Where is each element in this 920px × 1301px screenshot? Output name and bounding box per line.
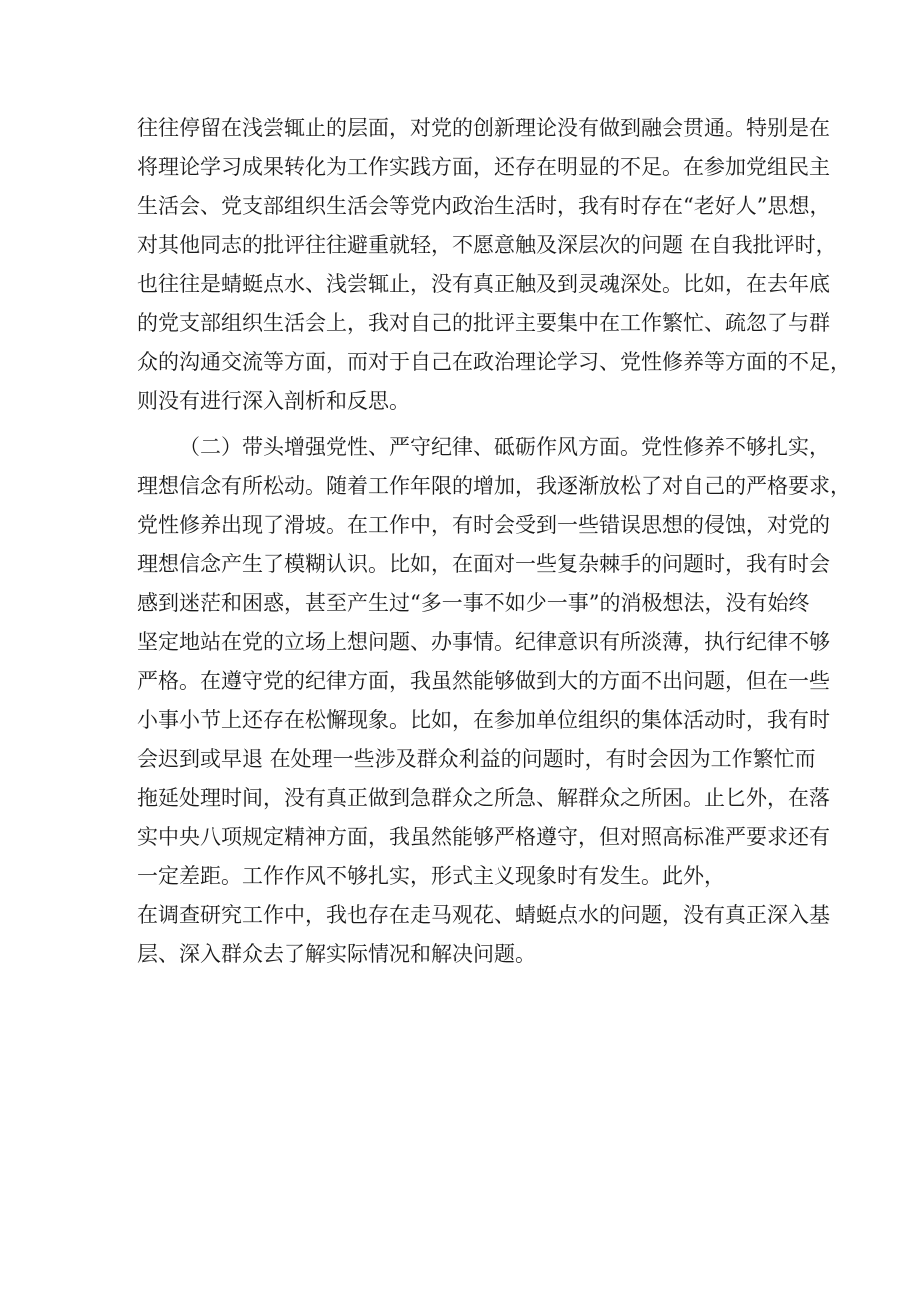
paragraph-line: 将理论学习成果转化为工作实践方面，还存在明显的不足。在参加党组民主: [137, 155, 830, 179]
paragraph-line: 众的沟通交流等方面，而对于自己在政治理论学习、党性修养等方面的不足，: [137, 350, 851, 374]
paragraph-line: 实中央八项规定精神方面，我虽然能够严格遵守，但对照高标准严要求还有: [137, 825, 830, 849]
paragraph-line: 往往停留在浅尝辄止的层面，对党的创新理论没有做到融会贯通。特别是在: [137, 116, 830, 140]
paragraph-line: 小事小节上还存在松懈现象。比如，在参加单位组织的集体活动时，我有时: [137, 708, 830, 732]
paragraph-line: 拖延处理时间，没有真正做到急群众之所急、解群众之所困。止匕外，在落: [137, 786, 830, 810]
paragraph-2: [137, 428, 851, 974]
paragraph-line: 层、深入群众去了解实际情况和解决问题。: [137, 942, 536, 966]
paragraph-line: 的党支部组织生活会上，我对自己的批评主要集中在工作繁忙、疏忽了与群: [137, 311, 830, 335]
paragraph-line: 会迟到或早退 在处理一些涉及群众利益的问题时，有时会因为工作繁忙而: [137, 747, 816, 771]
paragraph-line: 党性修养出现了滑坡。在工作中，有时会受到一些错误思想的侵蚀，对党的: [137, 513, 830, 537]
paragraph-line: 理想信念有所松动。随着工作年限的增加，我逐渐放松了对自己的严格要求，: [137, 474, 851, 498]
paragraph-line: 对其他同志的批评往往避重就轻，不愿意触及深层次的问题 在自我批评时，: [137, 233, 837, 257]
paragraph-line: 理想信念产生了模糊认识。比如，在面对一些复杂棘手的问题时，我有时会: [137, 552, 830, 576]
paragraph-1: [137, 109, 851, 421]
paragraph-line: 也往往是蜻蜓点水、浅尝辄止，没有真正触及到灵魂深处。比如，在去年底: [137, 272, 830, 296]
paragraph-line: （二）带头增强党性、严守纪律、砥砺作风方面。党性修养不够扎实，: [179, 435, 830, 459]
paragraph-line: 坚定地站在党的立场上想问题、办事情。纪律意识有所淡薄，执行纪律不够: [137, 630, 830, 654]
paragraph-line: 在调查研究工作中，我也存在走马观花、蜻蜓点水的问题，没有真正深入基: [137, 903, 830, 927]
document-body: [137, 109, 851, 974]
paragraph-line: 一定差距。工作作风不够扎实，形式主义现象时有发生。此外，: [137, 864, 725, 888]
paragraph-line: 严格。在遵守党的纪律方面，我虽然能够做到大的方面不出问题，但在一些: [137, 669, 830, 693]
paragraph-spacer: [137, 421, 787, 428]
paragraph-line: 则没有进行深入剖析和反思。: [137, 389, 410, 413]
paragraph-line: 感到迷茫和困惑，甚至产生过“多一事不如少一事”的消极想法，没有始终: [137, 591, 810, 615]
paragraph-line: 生活会、党支部组织生活会等党内政治生活时，我有时存在“老好人”思想，: [137, 194, 831, 218]
